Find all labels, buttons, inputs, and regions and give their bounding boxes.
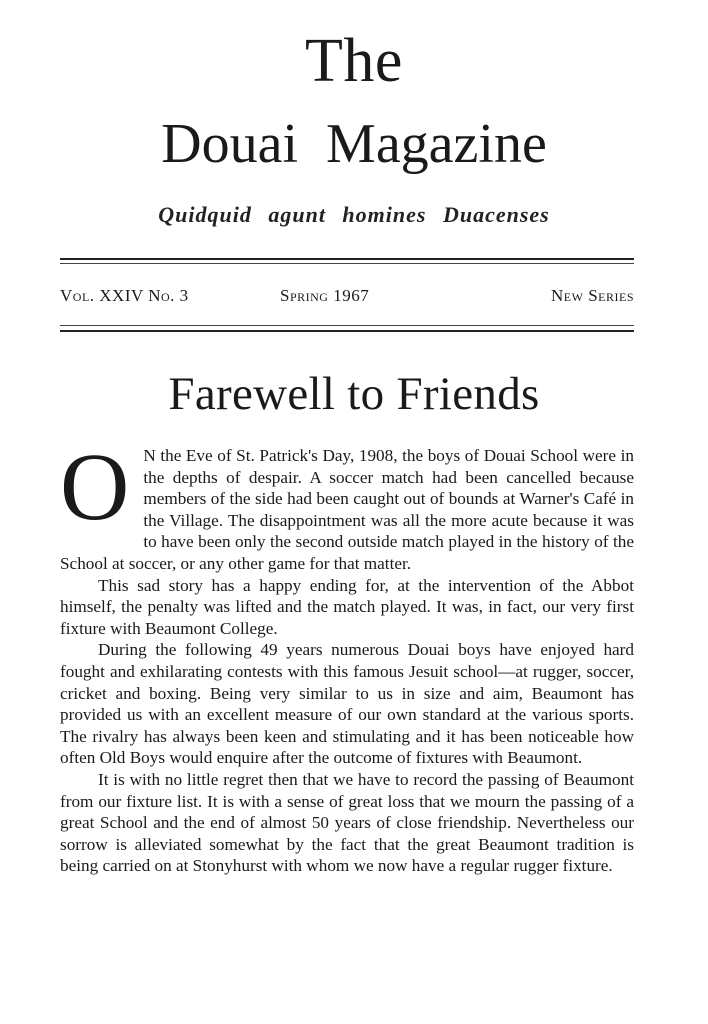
issue-season: Spring 1967 [280, 286, 370, 305]
article-paragraph: It is with no little regret then that we have to record the passing of Beaumont from our fixture list. It is with a sense of great loss that we mourn the passing of a great School and the end of almost 50 years of close friendship. Nevertheless our sorrow is alleviated somewhat by the fact that the great Beaumont tradition is being carried on at Stonyhurst with whom we now have a regular rugger fixture. [60, 769, 634, 876]
drop-cap: O [60, 433, 130, 540]
top-rule-thick [60, 258, 634, 260]
article-paragraph: During the following 49 years numerous Douai boys have enjoyed hard fought and exhilarating contests with this famous Jesuit school—at rugger, soccer, cricket and boxing. Being very similar to us in size and aim, Beaumont has provided us with an excellent measure of our own standard at the various sports. The rivalry has always been keen and stimulating and it has been noticeable how often Old Boys would enquire after the outcome of fixtures with Beaumont. [60, 640, 634, 768]
masthead-motto: Quidquid agunt homines Duacenses [158, 202, 550, 227]
article-paragraph: This sad story has a happy ending for, at the intervention of the Abbot himself, the penalty was lifted and the match played. It was, in fact, our very first fixture with Beaumont College. [60, 575, 634, 638]
article-body [60, 433, 634, 877]
article-title: Farewell to Friends [168, 368, 540, 420]
article-paragraph [60, 433, 634, 575]
masthead-the: The [305, 27, 403, 95]
issue-line [60, 286, 634, 310]
masthead-title: Douai Magazine [161, 113, 547, 175]
bottom-rule-thick [60, 330, 634, 332]
issue-volume: Vol. XXIV No. 3 [60, 286, 189, 305]
paragraph-text: N the Eve of St. Patrick's Day, 1908, the boys of Douai School were in the depths of despair. A soccer match had been cancelled because members of the side had been caught out of bounds at Warner's Café in the Village. The disappointment was all the more acute because it was to have been only the second outside match played in the history of the School at soccer, or any other game for that matter. [60, 446, 634, 573]
top-rule-thin [60, 263, 634, 264]
bottom-rule-thin [60, 325, 634, 326]
issue-series: New Series [551, 286, 634, 305]
